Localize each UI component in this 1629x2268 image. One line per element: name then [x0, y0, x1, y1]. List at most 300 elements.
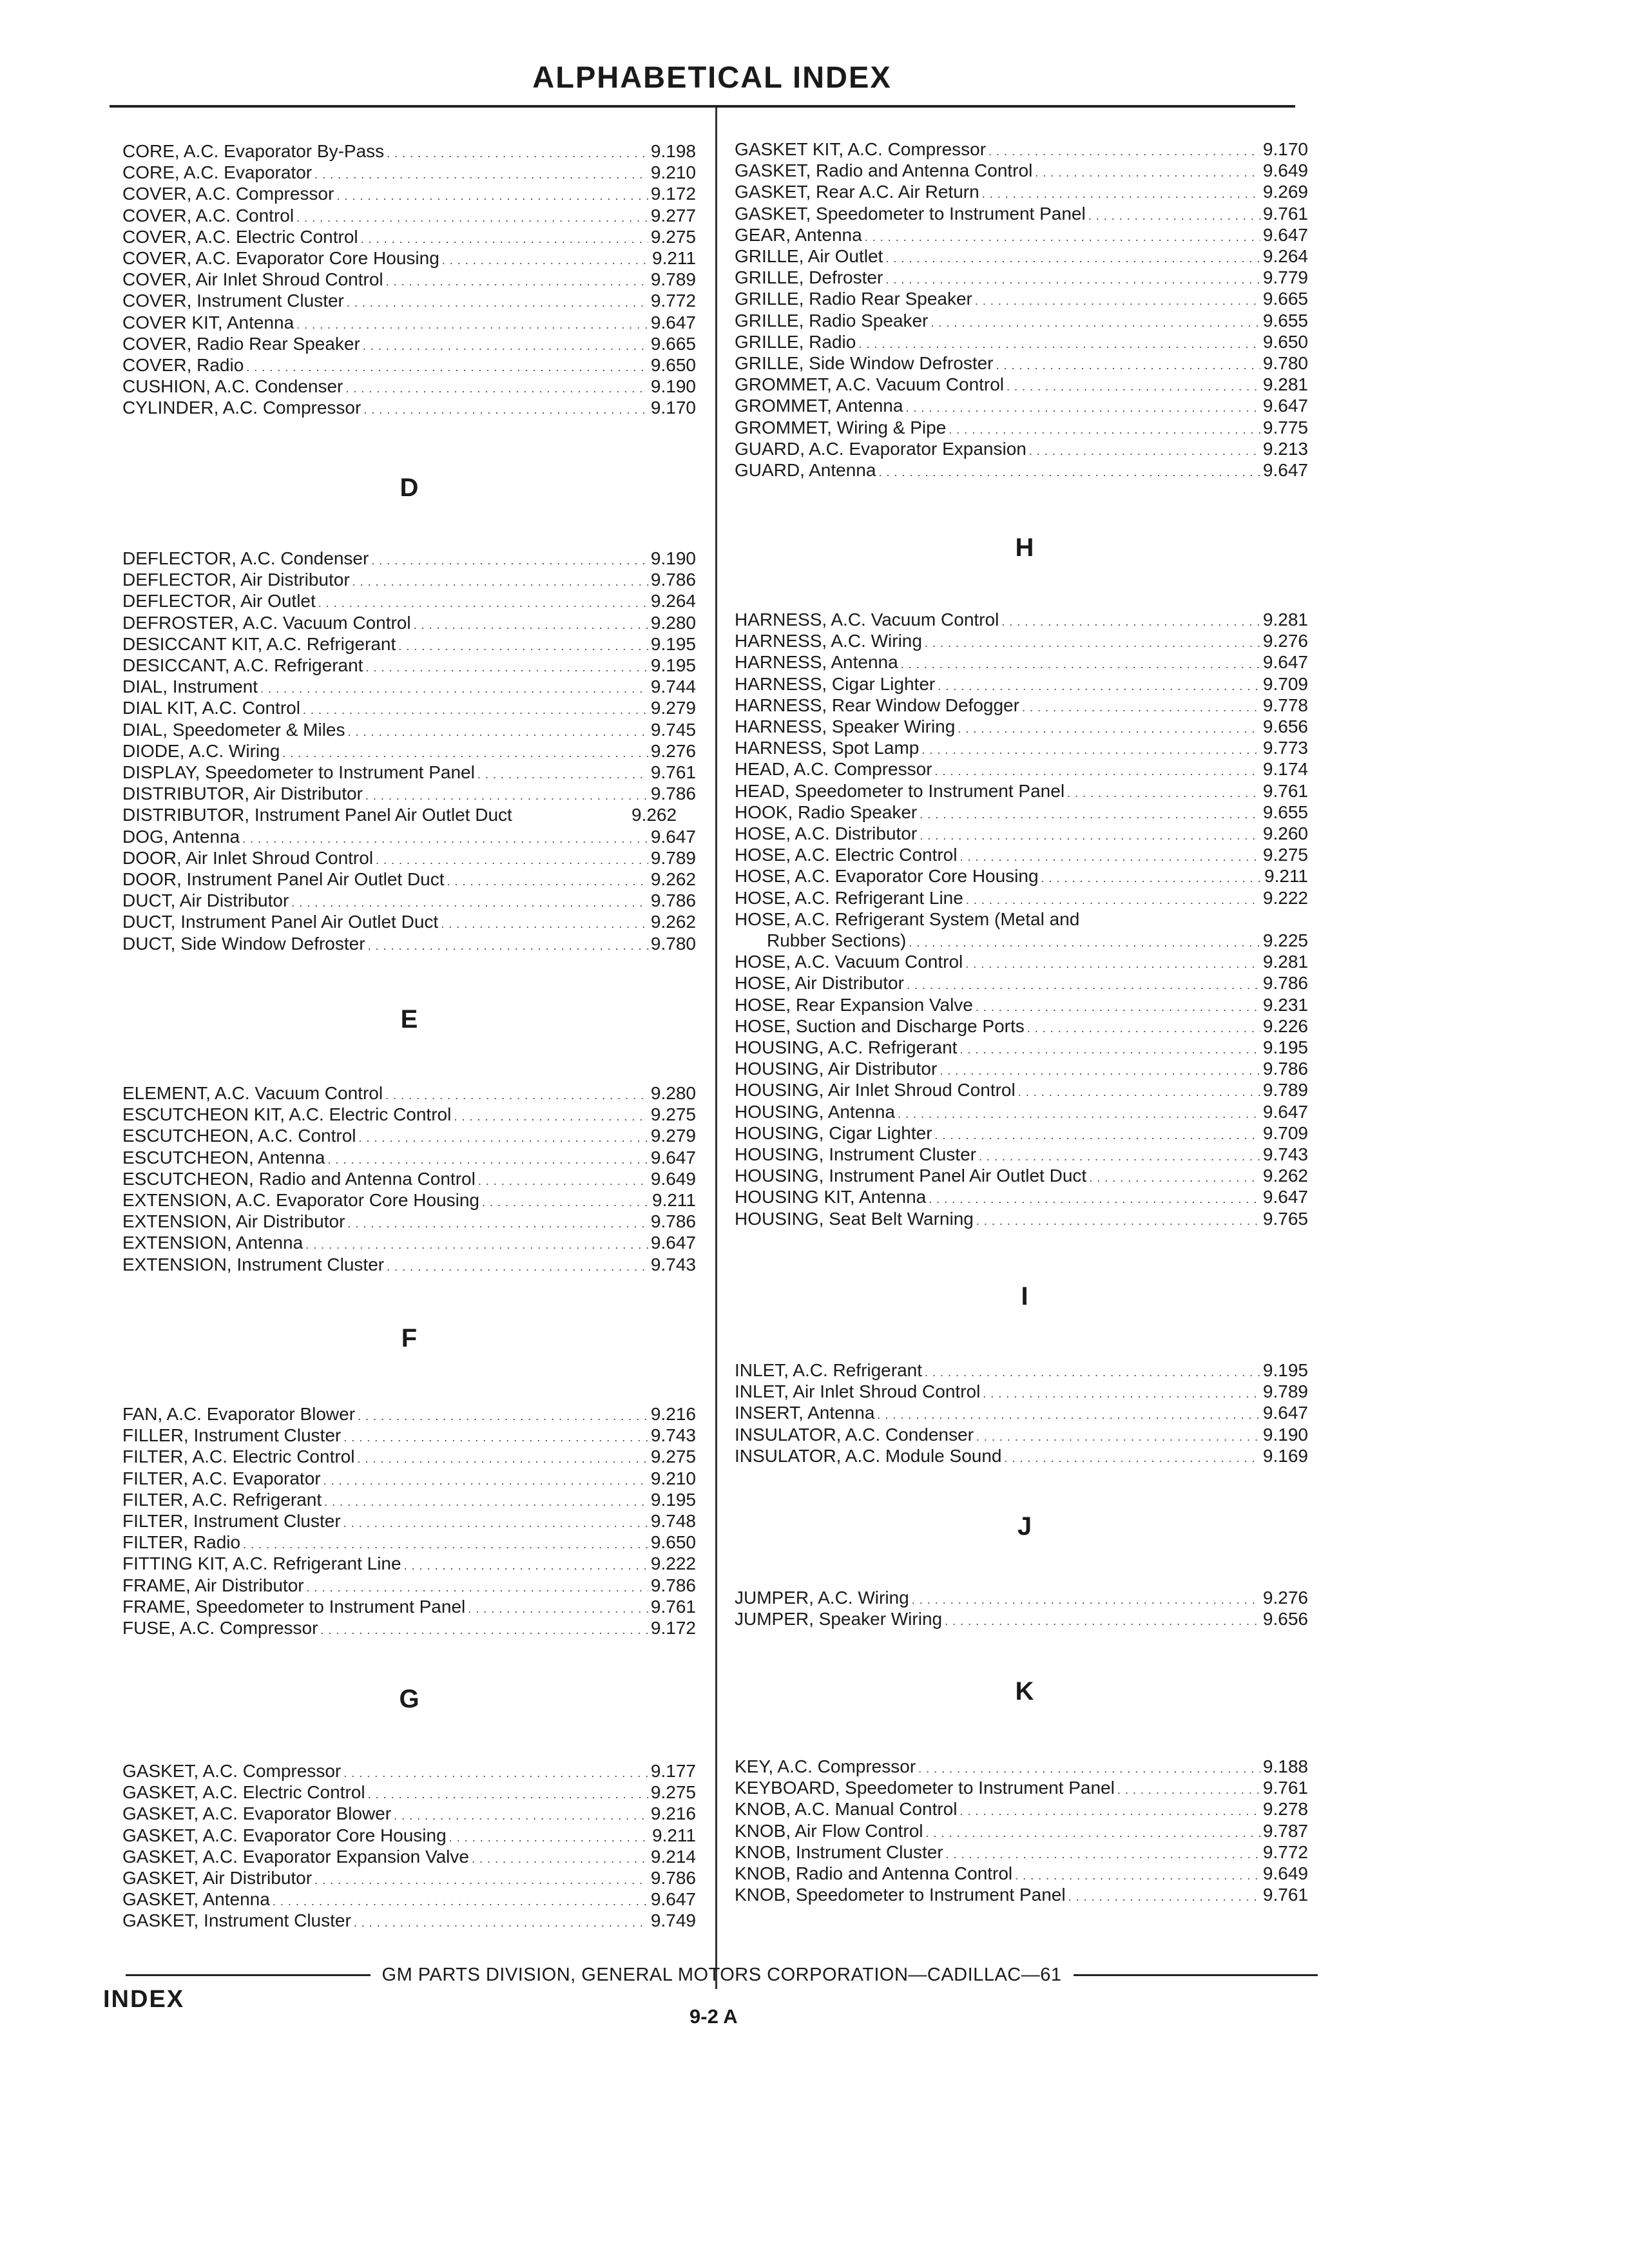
index-entry: [735, 865, 1308, 887]
index-entry: [735, 224, 1308, 246]
index-entry: [122, 1446, 696, 1468]
entry-page: 9.786: [650, 783, 696, 804]
entry-page: 9.222: [1262, 887, 1308, 908]
dot-leader: [858, 333, 1260, 355]
entry-name: DUCT, Air Distributor: [122, 890, 289, 911]
dot-leader: [398, 635, 648, 657]
entry-name: GRILLE, Radio Rear Speaker: [735, 289, 972, 309]
entry-name: DESICCANT, A.C. Refrigerant: [122, 655, 363, 675]
entry-page: 9.214: [650, 1846, 696, 1867]
dot-leader: [976, 996, 1260, 1018]
dot-leader: [1029, 440, 1260, 462]
entry-name: DEFLECTOR, Air Outlet: [122, 591, 316, 611]
index-entry: [735, 737, 1308, 759]
entry-name: DIAL, Instrument: [122, 677, 258, 697]
dot-leader: [975, 290, 1260, 312]
entry-name: FITTING KIT, A.C. Refrigerant Line: [122, 1553, 401, 1574]
index-entry: [735, 930, 1308, 952]
index-entry: [122, 719, 696, 741]
entry-name: KNOB, Instrument Cluster: [735, 1841, 943, 1862]
entry-page: 9.780: [1262, 353, 1308, 373]
entry-page: 9.656: [1262, 716, 1308, 736]
title-rule: [110, 105, 1295, 108]
entry-page: 9.275: [650, 1446, 696, 1467]
index-entry: [735, 331, 1308, 353]
entry-name: HARNESS, Spot Lamp: [735, 738, 920, 758]
entry-name: GASKET, Radio and Antenna Control: [735, 160, 1033, 181]
entry-page: 9.647: [650, 1889, 696, 1910]
index-entry: [122, 655, 696, 677]
entry-name: INLET, A.C. Refrigerant: [735, 1360, 923, 1380]
index-entry: [122, 676, 696, 698]
index-entry: [735, 673, 1308, 695]
entry-name: HOUSING, Antenna: [735, 1101, 896, 1122]
index-entry: [122, 1104, 696, 1126]
dot-leader: [368, 935, 648, 957]
dot-leader: [368, 1783, 648, 1805]
index-entry: [122, 376, 696, 398]
entry-page: 9.647: [650, 312, 696, 332]
entry-name: HOSE, A.C. Vacuum Control: [735, 952, 963, 972]
index-entry: [122, 1575, 696, 1597]
dot-leader: [359, 1127, 648, 1149]
index-entry: [122, 162, 696, 184]
index-entry: [122, 1888, 696, 1910]
entry-name: HOSE, A.C. Distributor: [735, 823, 918, 843]
entry-name: GEAR, Antenna: [735, 224, 862, 245]
entry-page: 9.216: [650, 1404, 696, 1424]
index-entry: [735, 267, 1308, 289]
dot-leader: [482, 1191, 650, 1213]
index-entry: [122, 226, 696, 248]
index-entry: [735, 1208, 1308, 1230]
entry-name: KNOB, Speedometer to Instrument Panel: [735, 1885, 1066, 1905]
index-entry: [735, 1144, 1308, 1166]
index-entry: [735, 1186, 1308, 1208]
dot-leader: [242, 828, 648, 850]
index-entry: [122, 1910, 696, 1932]
entry-page: 9.280: [650, 1083, 696, 1103]
section-letter-k: K: [1015, 1677, 1034, 1706]
dot-leader: [878, 461, 1260, 483]
dot-leader: [982, 183, 1260, 205]
dot-leader: [958, 718, 1260, 740]
dot-leader: [371, 550, 648, 572]
entry-page: 9.743: [1262, 1144, 1308, 1164]
entry-name: INLET, Air Inlet Shroud Control: [735, 1381, 981, 1402]
dot-leader: [976, 1426, 1260, 1448]
section-letter-f: F: [401, 1324, 418, 1352]
entry-name: HARNESS, Cigar Lighter: [735, 673, 936, 694]
entry-name: HOSE, Air Distributor: [735, 973, 904, 994]
index-entry: [735, 1037, 1308, 1059]
entry-page: 9.786: [650, 1575, 696, 1595]
entry-page: 9.709: [1262, 1122, 1308, 1143]
entry-name: GRILLE, Side Window Defroster: [735, 353, 994, 373]
entry-page: 9.262: [650, 869, 696, 889]
index-entry: [122, 1617, 696, 1639]
entry-name: HARNESS, Rear Window Defogger: [735, 695, 1019, 715]
entry-page: 9.195: [1262, 1360, 1308, 1380]
index-entry: [735, 139, 1308, 160]
footer-rule-left: [126, 1974, 371, 1976]
index-entry: [122, 847, 696, 869]
entry-page: 9.761: [650, 762, 696, 782]
entry-page: 9.786: [1262, 973, 1308, 994]
entry-name: DOOR, Instrument Panel Air Outlet Duct: [122, 869, 445, 889]
entry-name: GASKET, Instrument Cluster: [122, 1910, 351, 1931]
dot-leader: [959, 1039, 1260, 1061]
entry-name: GRILLE, Air Outlet: [735, 246, 883, 266]
entry-name: DIAL, Speedometer & Miles: [122, 719, 345, 740]
entry-page: 9.211: [1264, 866, 1308, 887]
dot-leader: [988, 140, 1260, 162]
index-entry: [122, 1510, 696, 1532]
index-entry: [122, 1596, 696, 1618]
dot-leader: [394, 1805, 648, 1827]
entry-page: 9.190: [650, 376, 696, 397]
dot-leader: [327, 1149, 648, 1171]
index-entry: [122, 1211, 696, 1233]
entry-name: HOUSING, Seat Belt Warning: [735, 1208, 974, 1229]
dot-leader: [905, 397, 1260, 419]
index-entry: [735, 438, 1308, 460]
index-entry: [122, 933, 696, 955]
entry-page: 9.744: [650, 677, 696, 697]
entry-name: GRILLE, Radio Speaker: [735, 310, 929, 331]
entry-page: 9.649: [650, 1168, 696, 1189]
entry-page: 9.772: [1262, 1841, 1308, 1862]
entry-name: GASKET, A.C. Electric Control: [122, 1782, 365, 1803]
index-entry: [122, 590, 696, 612]
dot-leader: [447, 870, 648, 892]
section-letter-g: G: [399, 1685, 419, 1713]
entry-name: GASKET, Rear A.C. Air Return: [735, 182, 979, 202]
index-entry: [735, 994, 1308, 1016]
dot-leader: [940, 1060, 1260, 1082]
entry-name: ESCUTCHEON, A.C. Control: [122, 1126, 356, 1146]
index-entry: [735, 630, 1308, 652]
index-entry: [735, 1445, 1308, 1467]
entry-name: HOUSING, Instrument Panel Air Outlet Duct: [735, 1166, 1087, 1186]
entry-page: 9.786: [650, 570, 696, 590]
dot-leader: [935, 1124, 1260, 1146]
entry-page: 9.789: [1262, 1080, 1308, 1100]
dot-leader: [365, 657, 648, 678]
dot-leader: [303, 699, 648, 721]
entry-page: 9.216: [650, 1803, 696, 1824]
index-entry: [735, 1608, 1308, 1630]
entry-page: 9.787: [1262, 1820, 1308, 1841]
dot-leader: [260, 678, 648, 700]
entry-page: 9.279: [650, 698, 696, 718]
index-entry: [735, 1820, 1308, 1842]
entry-name: JUMPER, A.C. Wiring: [735, 1588, 909, 1608]
dot-leader: [909, 932, 1260, 954]
dot-leader: [1001, 611, 1260, 633]
entry-name: COVER, A.C. Evaporator Core Housing: [122, 248, 439, 268]
entry-page: 9.647: [1262, 652, 1308, 673]
index-entry: [122, 269, 696, 291]
index-entry: [122, 1782, 696, 1803]
index-entry: [735, 352, 1308, 374]
dot-leader: [442, 249, 650, 271]
entry-name: DIAL KIT, A.C. Control: [122, 698, 300, 718]
index-entry: [122, 697, 696, 719]
dot-leader: [354, 1912, 648, 1934]
dot-leader: [885, 269, 1260, 291]
index-entry: [735, 395, 1308, 417]
entry-name: FRAME, Speedometer to Instrument Panel: [122, 1596, 466, 1617]
dot-leader: [912, 1589, 1260, 1611]
entry-name: GASKET KIT, A.C. Compressor: [735, 139, 987, 159]
dot-leader: [387, 142, 648, 164]
dot-leader: [996, 354, 1260, 376]
entry-name: FILTER, A.C. Evaporator: [122, 1468, 321, 1488]
entry-page: 9.649: [1262, 1863, 1308, 1883]
dot-leader: [352, 571, 648, 593]
section-letter-j: J: [1017, 1512, 1032, 1541]
entry-name: FILTER, A.C. Refrigerant: [122, 1489, 322, 1510]
dot-leader: [918, 1758, 1260, 1780]
entry-name: KEY, A.C. Compressor: [735, 1756, 916, 1776]
dot-leader: [959, 1800, 1260, 1822]
index-entry: [735, 1884, 1308, 1906]
entry-page: 9.190: [650, 548, 696, 568]
entry-page: 9.190: [1262, 1424, 1308, 1445]
entry-page: 9.275: [650, 226, 696, 247]
entry-page: 9.225: [1262, 930, 1308, 950]
entry-page: 9.276: [1262, 631, 1308, 651]
index-entry: [122, 1760, 696, 1782]
entry-name: HOSE, Suction and Discharge Ports: [735, 1015, 1025, 1036]
entry-page: 9.276: [650, 740, 696, 761]
entry-page: 9.269: [1262, 182, 1308, 202]
entry-page: 9.172: [650, 1618, 696, 1638]
entry-name: HOUSING, Cigar Lighter: [735, 1122, 932, 1143]
entry-page: 9.260: [1262, 823, 1308, 843]
section-letter-i: I: [1021, 1282, 1028, 1311]
dot-leader: [478, 1170, 648, 1192]
dot-leader: [938, 675, 1260, 697]
dot-leader: [1041, 867, 1262, 889]
dot-leader: [925, 1361, 1260, 1383]
entry-name: FILTER, Instrument Cluster: [122, 1511, 341, 1531]
entry-page: 9.743: [650, 1254, 696, 1274]
dot-leader: [865, 226, 1260, 248]
entry-name: GROMMET, Antenna: [735, 396, 903, 416]
entry-page: 9.169: [1262, 1445, 1308, 1466]
index-entry: [122, 1147, 696, 1169]
index-entry: [735, 245, 1308, 267]
entry-name: GASKET, A.C. Compressor: [122, 1761, 342, 1781]
entry-name: COVER, Radio: [122, 355, 244, 375]
entry-name: COVER, A.C. Control: [122, 205, 294, 226]
entry-name: CORE, A.C. Evaporator: [122, 162, 313, 183]
entry-name: GROMMET, Wiring & Pipe: [735, 417, 947, 437]
entry-page: 9.198: [650, 141, 696, 161]
entry-page: 9.210: [650, 162, 696, 183]
footer-section-name: INDEX: [103, 1986, 185, 2013]
entry-name: CORE, A.C. Evaporator By-Pass: [122, 141, 385, 161]
dot-leader: [1022, 697, 1260, 718]
index-entry: [122, 1489, 696, 1511]
entry-name: EXTENSION, A.C. Evaporator Core Housing: [122, 1190, 479, 1210]
entry-page: 9.745: [650, 719, 696, 740]
entry-page: 9.789: [1262, 1381, 1308, 1402]
index-entry: [735, 1841, 1308, 1863]
index-entry: [735, 1079, 1308, 1101]
entry-name: DUCT, Instrument Panel Air Outlet Duct: [122, 912, 439, 932]
entry-page: 9.789: [650, 847, 696, 868]
index-entry: [122, 783, 696, 805]
index-entry: [735, 1777, 1308, 1799]
dot-leader: [477, 764, 648, 785]
entry-name: COVER KIT, Antenna: [122, 312, 294, 332]
entry-name: FILTER, Radio: [122, 1532, 241, 1553]
entry-page: 9.188: [1262, 1756, 1308, 1776]
index-entry: [735, 1587, 1308, 1609]
entry-name: EXTENSION, Antenna: [122, 1233, 304, 1253]
index-entry: [735, 1756, 1308, 1778]
entry-name: HARNESS, A.C. Wiring: [735, 631, 922, 651]
dot-leader: [1027, 1017, 1260, 1039]
entry-page: 9.281: [1262, 374, 1308, 395]
footer-page-number: 9-2 A: [689, 2005, 738, 2028]
index-entry: [122, 290, 696, 312]
entry-name: GUARD, Antenna: [735, 460, 876, 480]
section-letter-d: D: [400, 474, 419, 502]
entry-name: JUMPER, Speaker Wiring: [735, 1609, 943, 1629]
section-letter-h: H: [1015, 533, 1034, 562]
dot-leader: [925, 632, 1260, 654]
dot-leader: [949, 419, 1260, 441]
dot-leader: [1067, 782, 1260, 804]
dot-leader: [1018, 1081, 1260, 1103]
entry-page: 9.647: [1262, 1101, 1308, 1122]
index-entry: [735, 203, 1308, 225]
entry-name: GASKET, Antenna: [122, 1889, 270, 1910]
entry-page: 9.647: [1262, 460, 1308, 480]
entry-name: FILTER, A.C. Electric Control: [122, 1446, 355, 1467]
entry-page: 9.647: [1262, 224, 1308, 245]
index-entry: [122, 247, 696, 269]
entry-page: 9.780: [650, 933, 696, 954]
dot-leader: [983, 1383, 1260, 1405]
index-entry: [735, 1863, 1308, 1885]
entry-page: 9.647: [1262, 1187, 1308, 1207]
index-entry: [735, 1101, 1308, 1123]
entry-name: HARNESS, A.C. Vacuum Control: [735, 610, 999, 629]
entry-page: 9.761: [1262, 780, 1308, 801]
dot-leader: [343, 1762, 648, 1784]
dot-leader: [885, 247, 1260, 269]
entry-page: 9.210: [650, 1468, 696, 1488]
entry-page: 9.748: [650, 1511, 696, 1531]
entry-page: 9.231: [1262, 994, 1308, 1015]
dot-leader: [468, 1598, 648, 1620]
entry-name: EXTENSION, Air Distributor: [122, 1211, 345, 1232]
dot-leader: [246, 356, 648, 378]
index-entry: [122, 890, 696, 912]
index-entry: [735, 780, 1308, 802]
dot-leader: [1117, 1779, 1260, 1801]
index-entry: [122, 569, 696, 591]
index-entry: [122, 1425, 696, 1446]
dot-leader: [979, 1146, 1260, 1168]
index-entry: [735, 716, 1308, 738]
entry-name: HEAD, A.C. Compressor: [735, 759, 932, 780]
entry-page: 9.195: [650, 655, 696, 675]
entry-page: 9.786: [1262, 1059, 1308, 1079]
entry-name: HARNESS, Antenna: [735, 652, 898, 673]
entry-name: GASKET, Air Distributor: [122, 1868, 313, 1888]
dot-leader: [305, 1234, 648, 1256]
entry-page: 9.276: [1262, 1588, 1308, 1608]
entry-page: 9.650: [650, 355, 696, 375]
entry-page: 9.275: [1262, 845, 1308, 865]
dot-leader: [404, 1555, 648, 1577]
index-entry: [122, 354, 696, 376]
dot-leader: [314, 164, 648, 186]
entry-page: 9.277: [650, 205, 696, 226]
dot-leader: [926, 1822, 1260, 1844]
entry-page: 9.655: [1262, 310, 1308, 331]
dot-leader: [345, 378, 648, 399]
dot-leader: [1007, 376, 1260, 398]
index-entry: [122, 1189, 696, 1211]
dot-leader: [358, 1405, 648, 1427]
index-entry: [122, 612, 696, 634]
entry-page: 9.172: [650, 184, 696, 204]
dot-leader: [946, 1843, 1260, 1865]
index-entry: [122, 1803, 696, 1825]
index-entry: [122, 140, 696, 162]
entry-name: HOUSING, Instrument Cluster: [735, 1144, 976, 1164]
entry-name: GASKET, A.C. Evaporator Blower: [122, 1803, 392, 1824]
dot-leader: [1005, 1447, 1260, 1469]
index-entry: [735, 951, 1308, 973]
dot-leader: [907, 974, 1260, 996]
index-entry: [122, 548, 696, 570]
entry-name: HARNESS, Speaker Wiring: [735, 716, 956, 736]
entry-name: HOOK, Radio Speaker: [735, 802, 918, 822]
index-entry: [122, 312, 696, 334]
dot-leader: [273, 1890, 648, 1912]
entry-name: COVER, Radio Rear Speaker: [122, 333, 360, 354]
dot-leader: [296, 207, 648, 229]
dot-leader: [320, 1619, 648, 1641]
column-divider: [715, 108, 717, 1989]
dot-leader: [921, 739, 1260, 761]
entry-page: 9.264: [650, 591, 696, 611]
entry-name: HOSE, A.C. Evaporator Core Housing: [735, 866, 1039, 887]
index-entry: [735, 1122, 1308, 1144]
entry-name: INSULATOR, A.C. Condenser: [735, 1424, 974, 1445]
dot-leader: [930, 312, 1260, 334]
dot-leader: [472, 1848, 648, 1870]
entry-page: 9.656: [1262, 1609, 1308, 1629]
dot-leader: [387, 1256, 648, 1278]
entry-page: 9.650: [1262, 331, 1308, 352]
index-entry: [735, 651, 1308, 673]
entry-name: DISPLAY, Speedometer to Instrument Panel: [122, 762, 475, 782]
entry-page: 9.262: [631, 805, 677, 825]
entry-page: 9.275: [650, 1782, 696, 1803]
entry-page: 9.650: [650, 1532, 696, 1553]
entry-name: HOUSING KIT, Antenna: [735, 1187, 927, 1207]
dot-leader: [363, 399, 648, 421]
